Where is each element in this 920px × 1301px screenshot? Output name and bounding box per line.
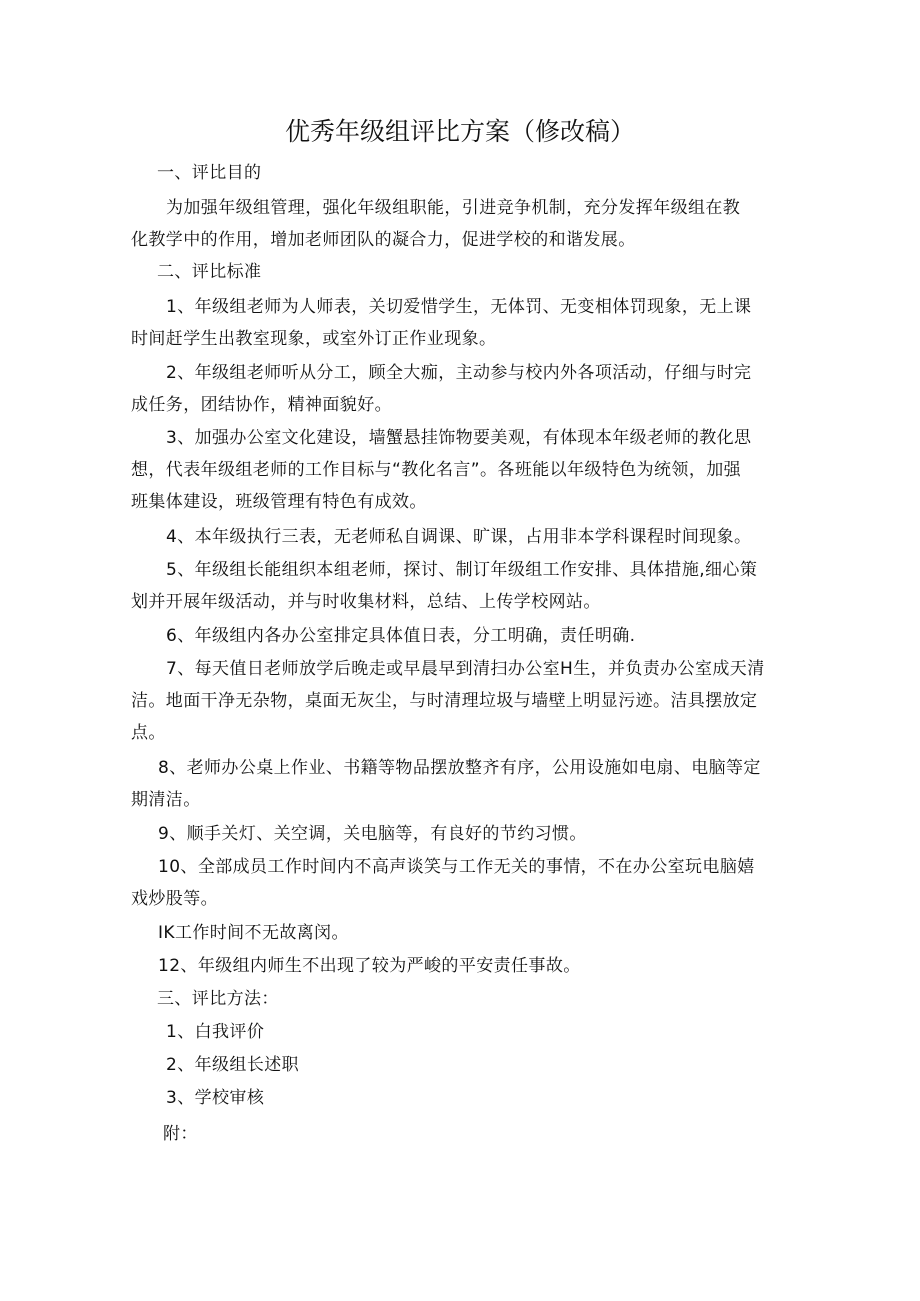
criteria-item-2 xyxy=(131,357,791,421)
paragraph-line: 9、顺手关灯、关空调，关电脑等，有良好的节约习惯。 xyxy=(158,824,587,844)
paragraph-line: IK工作时间不无故离闵。 xyxy=(158,923,349,943)
criteria-item-8 xyxy=(131,752,791,816)
paragraph-line: 3、学校审核 xyxy=(166,1088,265,1108)
criteria-item-10 xyxy=(131,851,791,915)
paragraph-line: 1、白我评价 xyxy=(166,1022,265,1042)
paragraph-line: 3、加强办公室文化建设，墙蟹悬挂饰物要美观，有体现本年级老师的教化思 xyxy=(166,428,752,448)
criteria-item-12 xyxy=(131,950,791,982)
paragraph-line: 班集体建设，班级管理有特色有成效。 xyxy=(131,492,427,512)
criteria-item-1 xyxy=(131,291,791,355)
method-item-3 xyxy=(166,1082,826,1114)
heading-text: 三、评比方法： xyxy=(157,989,279,1009)
criteria-item-11 xyxy=(131,917,791,949)
paragraph-line: 点。 xyxy=(131,723,166,743)
paragraph-line: 5、年级组长能组织本组老师，探讨、制订年级组工作安排、具体措施,细心策 xyxy=(166,560,758,580)
paragraph-line: 6、年级组内各办公室排定具体值日表，分工明确，责任明确. xyxy=(166,626,636,646)
criteria-item-4 xyxy=(131,521,791,553)
paragraph-line: 4、本年级执行三表，无老师私自调课、旷课，占用非本学科课程时间现象。 xyxy=(166,527,752,547)
paragraph-line: 戏炒股等。 xyxy=(131,889,218,909)
paragraph-line: 划并开展年级活动，并与时收集材料，总结、上传学校网站。 xyxy=(131,592,601,612)
paragraph-line: 7、每天值日老师放学后晚走或早晨早到清扫办公室H生，并负责办公室成天清 xyxy=(166,659,765,679)
section-heading-method xyxy=(157,983,817,1015)
paragraph-line: 化教学中的作用，增加老师团队的凝合力，促进学校的和谐发展。 xyxy=(131,230,636,250)
document-title: 优秀年级组评比方案（修改稿） xyxy=(284,117,635,146)
paragraph-line: 时间赶学生出教室现象，或室外订正作业现象。 xyxy=(131,329,497,349)
criteria-item-7 xyxy=(131,653,791,749)
paragraph-purpose xyxy=(131,192,791,256)
criteria-item-3 xyxy=(131,422,791,518)
criteria-item-5 xyxy=(131,554,791,618)
paragraph-line: 期清洁。 xyxy=(131,790,201,810)
paragraph-line: 8、老师办公桌上作业、书籍等物品摆放整齐有序，公用设施如电扇、电脑等定 xyxy=(158,758,761,778)
method-item-1 xyxy=(166,1016,826,1048)
section-heading-criteria xyxy=(157,256,817,288)
paragraph-line: 1、年级组老师为人师表，关切爱惜学生，无体罚、无变相体罚现象，无上课 xyxy=(166,297,752,317)
paragraph-line: 2、年级组老师听从分工，顾全大痂，主动参与校内外各项活动，仔细与时完 xyxy=(166,363,752,383)
paragraph-line: 10、全部成员工作时间内不高声谈笑与工作无关的事情，不在办公室玩电脑嬉 xyxy=(158,857,755,877)
paragraph-line: 洁。地面干净无杂物，桌面无灰尘，与时清理垃圾与墙壁上明显污迹。洁具摆放定 xyxy=(131,691,758,711)
paragraph-line: 12、年级组内师生不出现了较为严峻的平安责任事故。 xyxy=(158,956,581,976)
paragraph-line: 成任务，团结协作，精神面貌好。 xyxy=(131,395,392,415)
paragraph-line: 想，代表年级组老师的工作目标与“教化名言”。各班能以年级特色为统领，加强 xyxy=(131,460,742,480)
heading-text: 二、评比标准 xyxy=(157,262,262,282)
criteria-item-6 xyxy=(131,620,791,652)
criteria-item-9 xyxy=(131,818,791,850)
method-item-2 xyxy=(166,1049,826,1081)
appendix-label xyxy=(163,1118,823,1150)
heading-text: 一、评比目的 xyxy=(157,163,262,183)
paragraph-line: 为加强年级组管理，强化年级组职能，引进竞争机制，充分发挥年级组在教 xyxy=(166,198,741,218)
section-heading-purpose xyxy=(157,157,817,189)
paragraph-line: 附： xyxy=(163,1124,198,1144)
paragraph-line: 2、年级组长述职 xyxy=(166,1055,300,1075)
